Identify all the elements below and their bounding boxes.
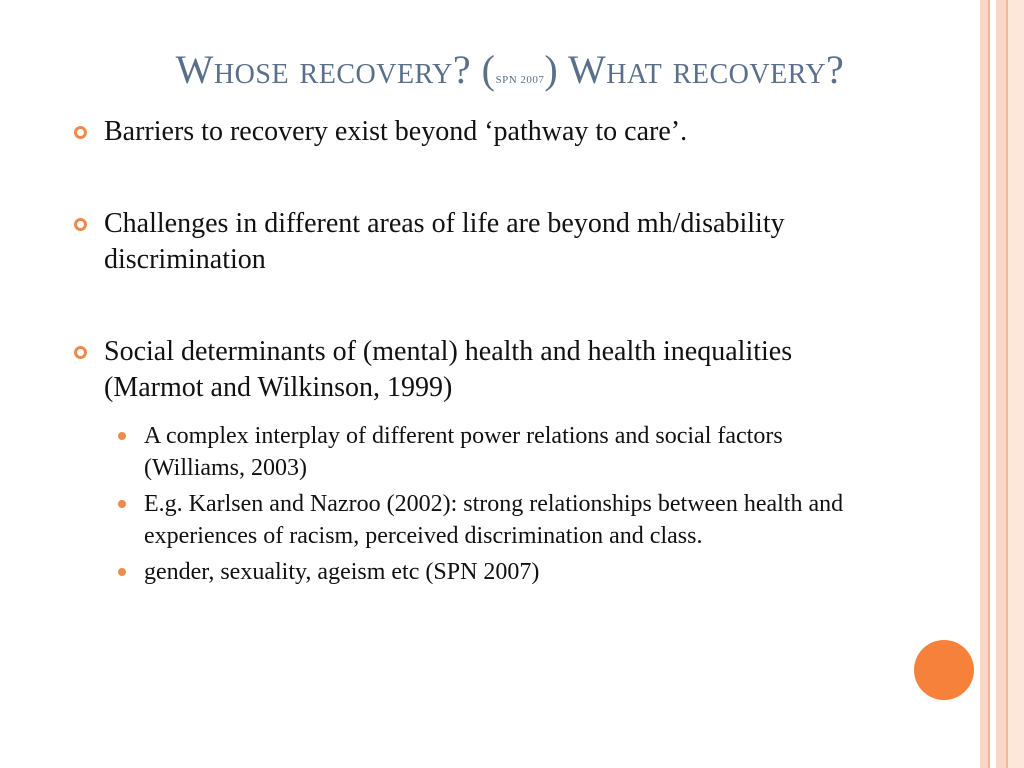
decorative-circle [914,640,974,700]
sub-bullet-item [112,556,862,588]
sub-bullet-list [72,420,862,588]
sub-bullet-item [112,420,862,484]
decorative-stripe [980,0,988,768]
bullet-text: Barriers to recovery exist beyond ‘pathway to care’. [104,116,688,147]
title-citation: SPN 2007 [495,74,545,86]
title-part-1: Whose recovery? ( [175,47,496,92]
dot-bullet-icon [118,500,126,508]
sub-bullet-text: E.g. Karlsen and Nazroo (2002): strong relationships between health and experiences of racism, perceived discrimination and class. [144,491,844,549]
dot-bullet-icon [118,568,126,576]
ring-bullet-icon [74,218,87,231]
ring-bullet-icon [74,346,87,359]
sub-bullet-item [112,488,862,552]
sub-bullet-text: A complex interplay of different power relations and social factors (Williams, 2003) [144,423,783,481]
bullet-item [72,114,862,150]
sub-bullet-text: gender, sexuality, ageism etc (SPN 2007) [144,559,540,585]
ring-bullet-icon [74,126,87,139]
bullet-item [72,206,862,278]
decorative-stripe [1008,0,1024,768]
bullet-text: Challenges in different areas of life are beyond mh/disability discrimination [104,208,785,275]
title-part-2: ) What recovery? [544,47,845,92]
slide-title [60,44,960,106]
dot-bullet-icon [118,432,126,440]
slide-content [72,114,862,588]
bullet-item [72,334,862,406]
decorative-stripe [996,0,1006,768]
bullet-text: Social determinants of (mental) health and health inequalities (Marmot and Wilkinson, 1999) [104,336,793,403]
